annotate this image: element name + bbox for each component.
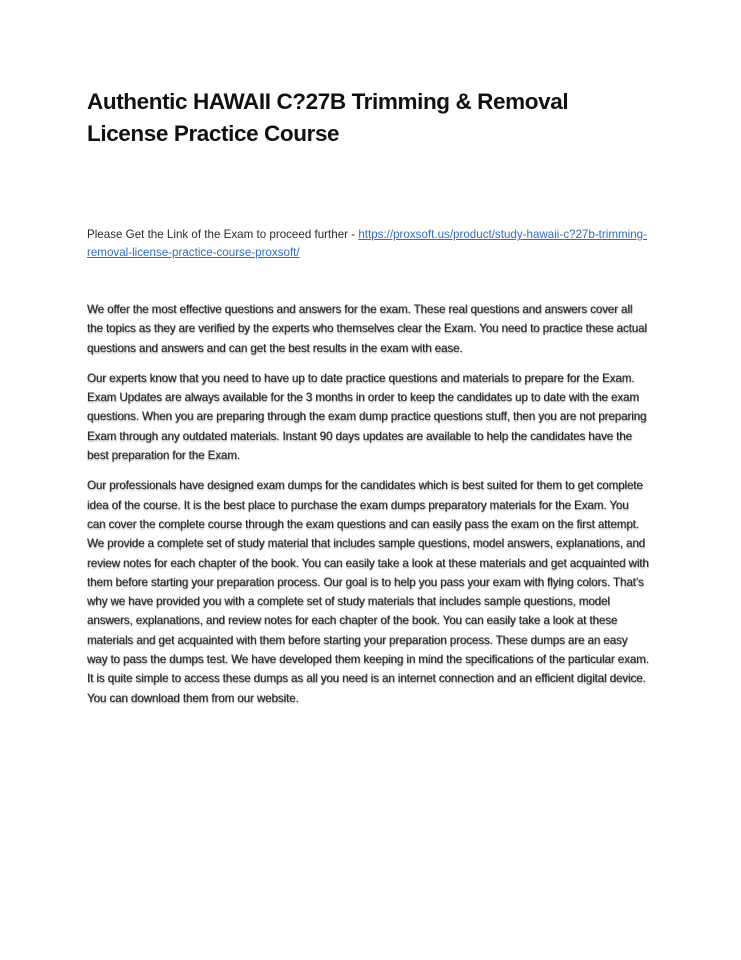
exam-link[interactable]: https://proxsoft.us/product/study-hawaii-c?27b-trimming-removal-license-practice-course-proxsoft/ (87, 228, 647, 259)
paragraph-3: Our professionals have designed exam dumps for the candidates which is best suited for them to get complete idea of the course. It is the best place to purchase the exam dumps preparatory materials for the Exam. You can cover the complete course through the exam questions and can easily pass the exam on the first attempt. We provide a complete set of study material that includes sample questions, model answers, explanations, and review notes for each chapter of the book. You can easily take a look at these materials and get acquainted with them before starting your preparation process. Our goal is to help you pass your exam with flying colors. That’s why we have provided you with a complete set of study materials that includes sample questions, model answers, explanations, and review notes for each chapter of the book. You can easily take a look at these materials and get acquainted with them before starting your preparation process. These dumps are an easy way to pass the dumps test. We have developed them keeping in mind the specifications of the particular exam. It is quite simple to access these dumps as all you need is an internet connection and an efficient digital device. You can download them from our website. (87, 479, 649, 705)
paragraph-2: Our experts know that you need to have up to date practice questions and materials to prepare for the Exam. Exam Updates are always available for the 3 months in order to keep the candidates up to date with the exam questions. When you are preparing through the exam dump practice questions stuff, then you are not preparing Exam through any outdated materials. Instant 90 days updates are available to help the candidates have the best preparation for the Exam. (87, 371, 647, 463)
paragraph-1: We offer the most effective questions and answers for the exam. These real questions and answers cover all the topics as they are verified by the experts who themselves clear the Exam. You need to practice these actual questions and answers and can get the best results in the exam with ease. (87, 303, 647, 355)
link-prefix-text: Please Get the Link of the Exam to proceed further - (87, 228, 359, 241)
page-title: Authentic HAWAII C?27B Trimming & Removal License Practice Course (87, 89, 569, 146)
body-text (87, 300, 649, 719)
exam-link-paragraph (87, 226, 647, 262)
